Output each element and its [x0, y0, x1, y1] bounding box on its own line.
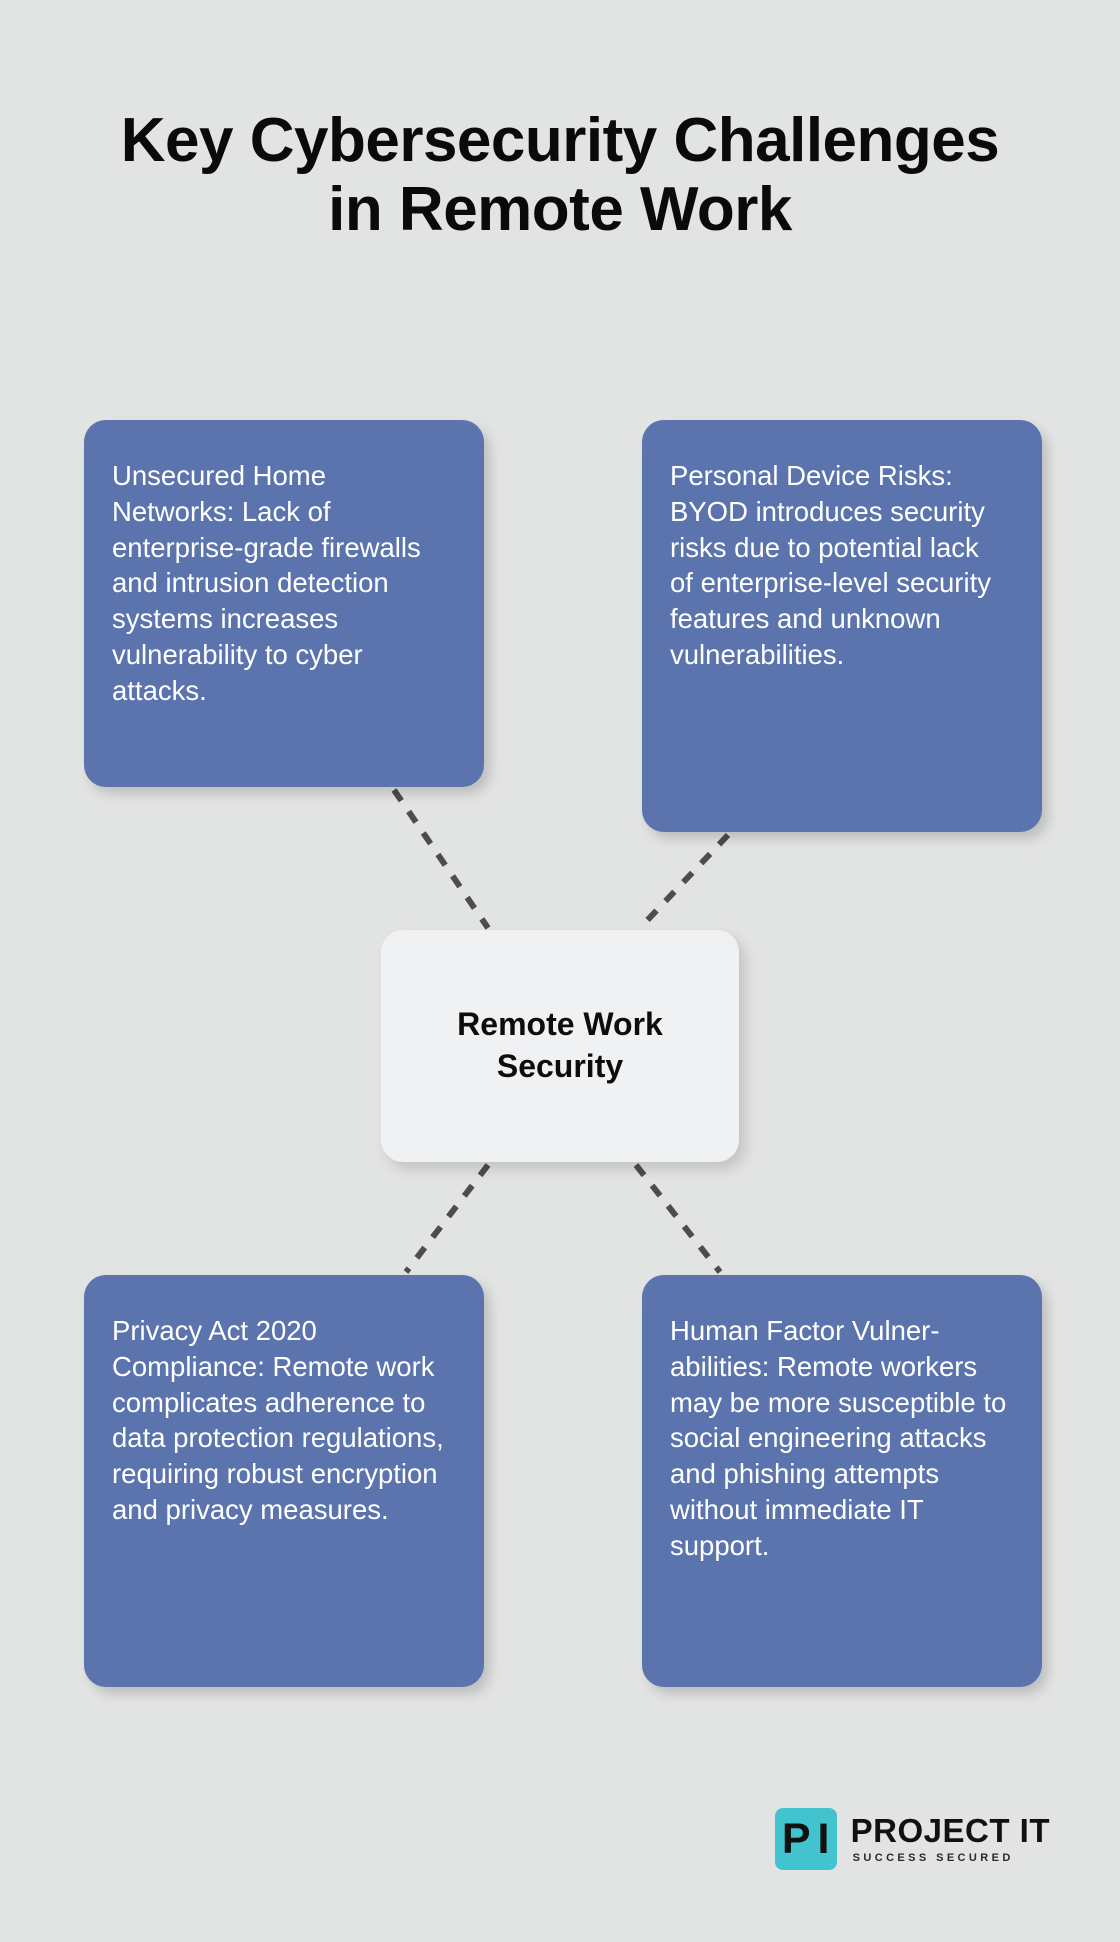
center-node-remote-work-security[interactable] — [381, 930, 739, 1162]
page-title-line-1: Key Cybersecurity Challenges — [120, 106, 1000, 175]
challenge-card-privacy-act-2020-compliance[interactable] — [84, 1275, 484, 1687]
connector-bottom-left — [406, 1165, 488, 1272]
challenge-card-personal-device-risks[interactable] — [642, 420, 1042, 832]
center-node-label: Remote Work Security — [457, 1006, 663, 1084]
logo-mark-letter-p: P — [781, 1814, 811, 1863]
challenge-card-text: Human Factor Vulnerabilities: Remote workers may be more susceptible to social engineering attacks and phishing attempts without immediate IT support. — [670, 1315, 1007, 1561]
challenge-card-human-factor-vulnerabilities[interactable] — [642, 1275, 1042, 1687]
logo-tagline: SUCCESS SECURED — [852, 1852, 1014, 1865]
logo-mark-icon — [775, 1808, 837, 1870]
challenge-card-unsecured-home-networks[interactable] — [84, 420, 484, 787]
connector-top-left — [394, 790, 488, 928]
page-title — [0, 106, 1120, 245]
challenge-card-text: Personal Device Risks: BYOD introduces security risks due to potential lack of enterprise-level security features and unknown vulnerabilities. — [670, 460, 991, 670]
page-title-line-2: in Remote Work — [328, 175, 792, 245]
connector-top-right — [640, 835, 728, 928]
logo-company-name: PROJECT IT — [850, 1811, 1050, 1849]
brand-logo — [775, 1808, 1050, 1870]
connector-bottom-right — [636, 1165, 720, 1272]
challenge-card-text: Privacy Act 2020 Compliance: Remote work complicates adherence to data protection regulations, requiring robust encryption and privacy measures. — [112, 1315, 444, 1525]
logo-text-group — [850, 1811, 1050, 1865]
logo-mark-letter-i: I — [817, 1814, 830, 1863]
challenge-card-text: Unsecured Home Networks: Lack of enterprise-grade firewalls and intrusion detection systems increases vulnerability to cyber attacks. — [112, 460, 421, 706]
